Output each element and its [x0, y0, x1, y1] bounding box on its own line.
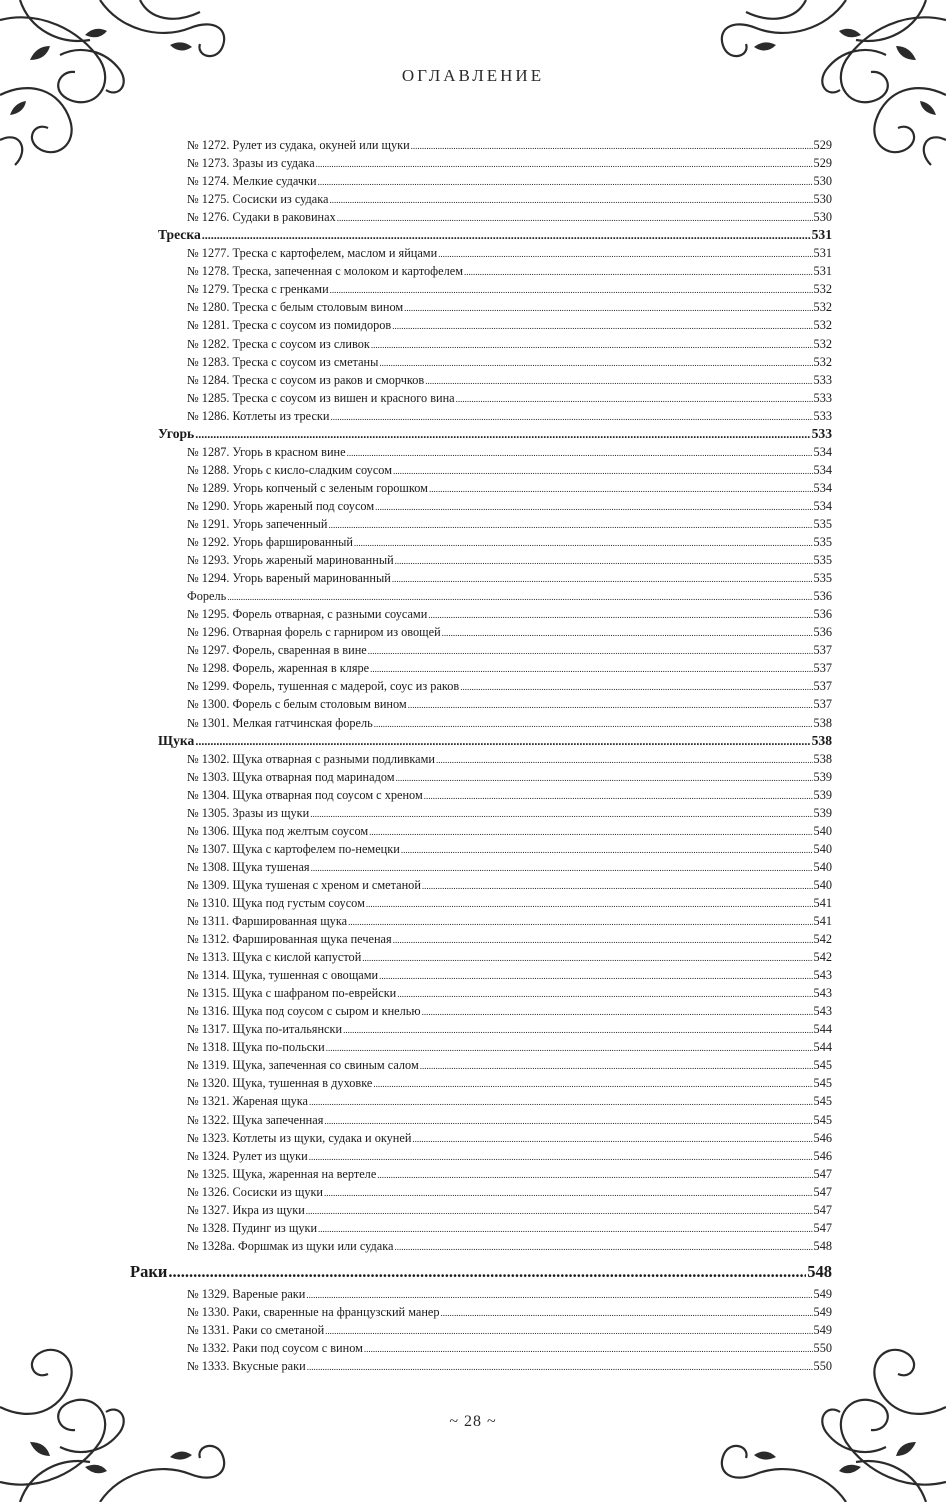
toc-entry-title: № 1311. Фаршированная щука	[187, 914, 348, 929]
toc-entry	[130, 533, 832, 551]
dot-leader	[422, 876, 813, 895]
toc-entry-title: № 1305. Зразы из щуки	[187, 805, 310, 820]
toc-entry-title: № 1295. Форель отварная, с разными соусами	[187, 607, 428, 622]
toc-page-number: 543	[813, 968, 832, 983]
toc-entry-title: № 1297. Форель, сваренная в вине	[187, 643, 367, 658]
toc-section-heading	[130, 732, 832, 750]
toc-entry	[130, 172, 832, 190]
toc-page-number: 531	[813, 246, 832, 261]
toc-entry-title: Щука	[158, 732, 195, 748]
toc-entry-title: Угорь	[158, 425, 195, 441]
toc-entry	[130, 1092, 832, 1110]
toc-entry-title: № 1303. Щука отварная под маринадом	[187, 769, 395, 784]
toc-entry-title: № 1329. Вареные раки	[187, 1286, 306, 1301]
toc-entry-title: № 1289. Угорь копченый с зеленым горошком	[187, 480, 428, 495]
toc-entry-title: № 1322. Щука запеченная	[187, 1112, 324, 1127]
dot-leader	[375, 497, 812, 516]
dot-leader	[368, 641, 813, 660]
dot-leader	[456, 389, 813, 408]
toc-entry	[130, 840, 832, 858]
toc-section-heading	[130, 226, 832, 244]
toc-entry	[130, 1111, 832, 1129]
toc-page-number: 540	[813, 841, 832, 856]
dot-leader	[326, 1038, 813, 1057]
toc-entry-title: № 1312. Фаршированная щука печеная	[187, 932, 392, 947]
toc-page-number: 537	[813, 697, 832, 712]
toc-entry	[130, 316, 832, 334]
toc-entry-title: № 1301. Мелкая гатчинская форель	[187, 715, 373, 730]
toc-page-number: 549	[813, 1304, 832, 1319]
toc-entry-title: Раки	[130, 1261, 168, 1281]
toc-page-number: 539	[813, 787, 832, 802]
toc-entry	[130, 497, 832, 515]
toc-page-number: 542	[813, 932, 832, 947]
toc-entry	[130, 515, 832, 533]
dot-leader	[420, 1056, 813, 1075]
toc-entry-title: № 1298. Форель, жаренная в кляре	[187, 661, 370, 676]
toc-page-number: 541	[813, 895, 832, 910]
toc-entry	[130, 280, 832, 298]
toc-section-heading	[130, 425, 832, 443]
toc-page-number: 535	[813, 571, 832, 586]
toc-page-number: 547	[813, 1184, 832, 1199]
toc-entry-title: № 1319. Щука, запеченная со свиным салом	[187, 1058, 419, 1073]
toc-entry	[130, 1056, 832, 1074]
toc-page-number: 537	[813, 661, 832, 676]
toc-entry-title: № 1286. Котлеты из трески	[187, 408, 330, 423]
dot-leader	[371, 335, 813, 354]
dot-leader	[404, 298, 812, 317]
dot-leader	[366, 894, 813, 913]
toc-page-number: 534	[813, 444, 832, 459]
toc-entry-title: № 1310. Щука под густым соусом	[187, 895, 365, 910]
toc-entry-title: № 1283. Треска с соусом из сметаны	[187, 354, 379, 369]
toc-entry	[130, 750, 832, 768]
dot-leader	[424, 786, 813, 805]
toc-entry	[130, 641, 832, 659]
toc-page-number: 541	[813, 914, 832, 929]
toc-entry-title: № 1315. Щука с шафраном по-еврейски	[187, 986, 397, 1001]
toc-entry	[130, 569, 832, 587]
toc-page-number: 531	[813, 264, 832, 279]
toc-page-number: 546	[813, 1148, 832, 1163]
toc-page-number: 532	[813, 282, 832, 297]
toc-page-number: 549	[813, 1323, 832, 1337]
toc-entry-title: № 1330. Раки, сваренные на французский манер	[187, 1304, 440, 1319]
toc-entry-title: № 1290. Угорь жареный под соусом	[187, 498, 375, 513]
toc-page-number: 545	[813, 1094, 832, 1109]
dot-leader	[392, 316, 812, 335]
dot-leader	[441, 1303, 813, 1322]
toc-entry	[130, 948, 832, 966]
toc-page-number: 539	[813, 805, 832, 820]
toc-entry-title: № 1321. Жареная щука	[187, 1094, 308, 1109]
toc-entry	[130, 605, 832, 623]
toc-entry	[130, 1147, 832, 1165]
dot-leader	[309, 1092, 813, 1111]
dot-leader	[318, 1219, 813, 1238]
dot-leader	[330, 280, 813, 299]
dot-leader	[436, 750, 813, 769]
toc-page-number: 537	[813, 679, 832, 694]
toc-page-number: 548	[807, 1261, 832, 1281]
toc-entry	[130, 1002, 832, 1020]
toc-section-heading	[130, 1259, 832, 1285]
toc-page-number: 537	[813, 643, 832, 658]
toc-entry	[130, 768, 832, 786]
toc-entry	[130, 244, 832, 262]
toc-entry	[130, 353, 832, 371]
toc-entry	[130, 804, 832, 822]
toc-page-number: 542	[813, 950, 832, 965]
toc-page-number: 532	[813, 336, 832, 351]
toc-entry	[130, 1237, 832, 1255]
toc-entry	[130, 479, 832, 497]
toc-entry	[130, 1339, 832, 1357]
dot-leader	[306, 1201, 813, 1220]
dot-leader	[168, 1259, 806, 1285]
toc-page-number: 548	[813, 1238, 832, 1253]
toc-entry-title: № 1278. Треска, запеченная с молоком и картофелем	[187, 264, 463, 279]
toc-entry-title: № 1304. Щука отварная под соусом с хреном	[187, 787, 423, 802]
dot-leader	[373, 1074, 812, 1093]
toc-page-number: 544	[813, 1040, 832, 1055]
toc-entry-title: № 1320. Щука, тушенная в духовке	[187, 1076, 373, 1091]
toc-entry-title: Форель	[187, 589, 227, 604]
toc-page-number: 533	[813, 372, 832, 387]
dot-leader	[408, 695, 813, 714]
toc-entry	[130, 1074, 832, 1092]
toc-entry-title: № 1291. Угорь запеченный	[187, 516, 328, 531]
dot-leader	[227, 587, 812, 606]
dot-leader	[329, 190, 812, 209]
dot-leader	[393, 930, 813, 949]
toc-page-number: 536	[813, 589, 832, 604]
toc-entry	[130, 1183, 832, 1201]
dot-leader	[310, 804, 812, 823]
toc-entry-title: № 1309. Щука тушеная с хреном и сметаной	[187, 877, 421, 892]
dot-leader	[309, 1147, 813, 1166]
toc-entry	[130, 677, 832, 695]
dot-leader	[311, 858, 813, 877]
dot-leader	[442, 623, 813, 642]
dot-leader	[328, 515, 812, 534]
toc-entry-title: № 1332. Раки под соусом с вином	[187, 1341, 363, 1356]
toc-entry-title: № 1282. Треска с соусом из сливок	[187, 336, 370, 351]
dot-leader	[394, 1237, 812, 1256]
toc-entry-title: № 1274. Мелкие судачки	[187, 174, 317, 189]
toc-page-number: 546	[813, 1130, 832, 1145]
toc-page-number: 547	[813, 1220, 832, 1235]
toc-page-number: 544	[813, 1022, 832, 1037]
toc-entry-title: № 1327. Икра из щуки	[187, 1202, 305, 1217]
toc-section-heading	[130, 587, 832, 605]
toc-entry	[130, 443, 832, 461]
toc-entry-title: № 1325. Щука, жаренная на вертеле	[187, 1166, 377, 1181]
toc-page-number: 531	[811, 227, 832, 243]
toc-page-number: 550	[813, 1341, 832, 1356]
toc-page-number: 540	[813, 859, 832, 874]
toc-entry-title: № 1296. Отварная форель с гарниром из овощей	[187, 625, 441, 640]
toc-entry	[130, 1038, 832, 1056]
toc-entry-title: № 1288. Угорь с кисло-сладким соусом	[187, 462, 392, 477]
dot-leader	[377, 1165, 812, 1184]
dot-leader	[428, 605, 812, 624]
toc-page-number: 534	[813, 480, 832, 495]
toc-page-number: 538	[813, 715, 832, 730]
dot-leader	[195, 732, 810, 750]
toc-entry-title: № 1293. Угорь жареный маринованный	[187, 553, 394, 568]
toc-page-number: 532	[813, 318, 832, 333]
dot-leader	[369, 822, 812, 841]
toc-entry	[130, 1219, 832, 1237]
dot-leader	[429, 479, 813, 498]
toc-entry	[130, 714, 832, 732]
dot-leader	[422, 1002, 813, 1021]
toc-entry-title: № 1287. Угорь в красном вине	[187, 444, 346, 459]
toc-entry	[130, 389, 832, 407]
dot-leader	[337, 208, 813, 227]
toc-page-number: 538	[811, 732, 832, 748]
toc-page-number: 540	[813, 877, 832, 892]
toc-entry-title: № 1284. Треска с соусом из раков и сморчков	[187, 372, 425, 387]
toc-entry	[130, 1165, 832, 1183]
toc-entry-title: № 1324. Рулет из щуки	[187, 1148, 308, 1163]
toc-page-number: 533	[813, 390, 832, 405]
toc-entry-title: № 1302. Щука отварная с разными подливками	[187, 751, 435, 766]
toc-entry	[130, 335, 832, 353]
toc-entry-title: № 1280. Треска с белым столовым вином	[187, 300, 404, 315]
toc-entry-title: № 1328. Пудинг из щуки	[187, 1220, 318, 1235]
toc-page-number: 545	[813, 1112, 832, 1127]
toc-entry-title: № 1276. Судаки в раковинах	[187, 210, 336, 225]
toc-page-number: 540	[813, 823, 832, 838]
dot-leader	[316, 154, 813, 173]
toc-page-number: 533	[811, 425, 832, 441]
dot-leader	[401, 840, 813, 859]
toc-page-number: 530	[813, 192, 832, 207]
toc-entry-title: № 1314. Щука, тушенная с овощами	[187, 968, 379, 983]
toc-page-number: 530	[813, 174, 832, 189]
toc-page-number: 549	[813, 1286, 832, 1301]
toc-page-number: 532	[813, 354, 832, 369]
dot-leader	[396, 768, 813, 787]
toc-entry-title: № 1275. Сосиски из судака	[187, 192, 329, 207]
toc-entry-title: № 1308. Щука тушеная	[187, 859, 310, 874]
toc-entry-title: № 1281. Треска с соусом из помидоров	[187, 318, 392, 333]
toc-entry	[130, 966, 832, 984]
toc-page-number: 547	[813, 1166, 832, 1181]
dot-leader	[438, 244, 812, 263]
page-title: ОГЛАВЛЕНИЕ	[401, 66, 545, 85]
toc-page-number: 534	[813, 498, 832, 513]
toc-page-number: 538	[813, 751, 832, 766]
dot-leader	[307, 1357, 813, 1376]
dot-leader	[460, 677, 812, 696]
dot-leader	[364, 1339, 813, 1358]
toc-page-number: 536	[813, 625, 832, 640]
toc-entry	[130, 876, 832, 894]
toc-page-number: 543	[813, 1004, 832, 1019]
toc-page-number: 532	[813, 300, 832, 315]
toc-entry	[130, 262, 832, 280]
toc-entry-title: Треска	[158, 227, 201, 243]
dot-leader	[392, 569, 813, 588]
dot-leader	[348, 912, 812, 931]
toc-entry-title: № 1294. Угорь вареный маринованный	[187, 571, 391, 586]
toc-entry	[130, 1303, 832, 1321]
toc-entry	[130, 136, 832, 154]
toc-entry-title: № 1292. Угорь фаршированный	[187, 535, 353, 550]
dot-leader	[324, 1111, 812, 1130]
toc-entry	[130, 1129, 832, 1147]
toc-entry-title: № 1300. Форель с белым столовым вином	[187, 697, 407, 712]
toc-entry	[130, 1357, 832, 1375]
toc-entry	[130, 786, 832, 804]
toc-entry	[130, 623, 832, 641]
dot-leader	[393, 461, 813, 480]
toc-entry	[130, 407, 832, 425]
dot-leader	[306, 1285, 812, 1304]
toc-entry-title: № 1307. Щука с картофелем по-немецки	[187, 841, 400, 856]
toc-entry	[130, 1321, 832, 1339]
dot-leader	[412, 1129, 812, 1148]
toc-page-number: 529	[813, 156, 832, 171]
toc-entry	[130, 1285, 832, 1303]
toc-page-number: 535	[813, 516, 832, 531]
toc-entry	[130, 154, 832, 172]
toc-entry-title: № 1328а. Форшмак из щуки или судака	[187, 1238, 394, 1253]
toc-entry	[130, 298, 832, 316]
page-number: ~ 28 ~	[449, 1413, 497, 1430]
toc-page-number: 535	[813, 553, 832, 568]
dot-leader	[324, 1183, 813, 1202]
toc-entry	[130, 930, 832, 948]
dot-leader	[374, 714, 813, 733]
dot-leader	[425, 371, 812, 390]
toc-entry	[130, 551, 832, 569]
dot-leader	[330, 407, 812, 426]
toc-entry-title: № 1317. Щука по-итальянски	[187, 1022, 343, 1037]
toc-page-number: 530	[813, 210, 832, 225]
toc-entry-title: № 1323. Котлеты из щуки, судака и окуней	[187, 1130, 412, 1145]
toc-entry-title: № 1316. Щука под соусом с сыром и кнелью	[187, 1004, 421, 1019]
toc-entry-title: № 1272. Рулет из судака, окуней или щуки	[187, 138, 410, 152]
dot-leader	[397, 984, 812, 1003]
toc-entry-title: № 1306. Щука под желтым соусом	[187, 823, 369, 838]
toc-entry	[130, 912, 832, 930]
toc-entry	[130, 858, 832, 876]
toc-entry	[130, 659, 832, 677]
dot-leader	[343, 1020, 812, 1039]
toc-entry	[130, 984, 832, 1002]
toc-page-number: 534	[813, 462, 832, 477]
toc-entry-title: № 1326. Сосиски из щуки	[187, 1184, 324, 1199]
toc-entry-title: № 1277. Треска с картофелем, маслом и яйцами	[187, 246, 438, 261]
dot-leader	[395, 551, 813, 570]
toc-page-number: 539	[813, 769, 832, 784]
toc-entry	[130, 1201, 832, 1219]
toc-entry	[130, 1020, 832, 1038]
dot-leader	[411, 136, 813, 155]
dot-leader	[325, 1321, 812, 1340]
toc-page-number: 547	[813, 1202, 832, 1217]
toc-entry	[130, 461, 832, 479]
dot-leader	[347, 443, 813, 462]
toc-entry-title: № 1313. Щука с кислой капустой	[187, 950, 362, 965]
dot-leader	[202, 226, 811, 244]
toc-entry-title: № 1318. Щука по-польски	[187, 1040, 325, 1055]
toc-entry	[130, 695, 832, 713]
toc-entry-title: № 1285. Треска с соусом из вишен и красного вина	[187, 390, 455, 405]
dot-leader	[370, 659, 812, 678]
dot-leader	[362, 948, 812, 967]
toc-entry-title: № 1333. Вкусные раки	[187, 1359, 306, 1374]
table-of-contents	[130, 136, 832, 1375]
dot-leader	[464, 262, 813, 281]
dot-leader	[379, 966, 812, 985]
toc-page-number: 536	[813, 607, 832, 622]
toc-page-number: 533	[813, 408, 832, 423]
toc-entry	[130, 822, 832, 840]
toc-entry	[130, 894, 832, 912]
dot-leader	[354, 533, 813, 552]
dot-leader	[195, 425, 810, 443]
toc-page-number: 550	[813, 1359, 832, 1374]
toc-page-number: 543	[813, 986, 832, 1001]
toc-entry-title: № 1273. Зразы из судака	[187, 156, 315, 171]
toc-page-number: 545	[813, 1058, 832, 1073]
dot-leader	[379, 353, 812, 372]
toc-entry	[130, 371, 832, 389]
dot-leader	[318, 172, 813, 191]
toc-page-number: 545	[813, 1076, 832, 1091]
toc-entry	[130, 190, 832, 208]
toc-entry-title: № 1299. Форель, тушенная с мадерой, соус из раков	[187, 679, 460, 694]
toc-page-number: 535	[813, 535, 832, 550]
toc-entry-title: № 1331. Раки со сметаной	[187, 1323, 325, 1337]
toc-page-number: 529	[813, 138, 832, 152]
toc-entry-title: № 1279. Треска с гренками	[187, 282, 329, 297]
toc-entry	[130, 208, 832, 226]
